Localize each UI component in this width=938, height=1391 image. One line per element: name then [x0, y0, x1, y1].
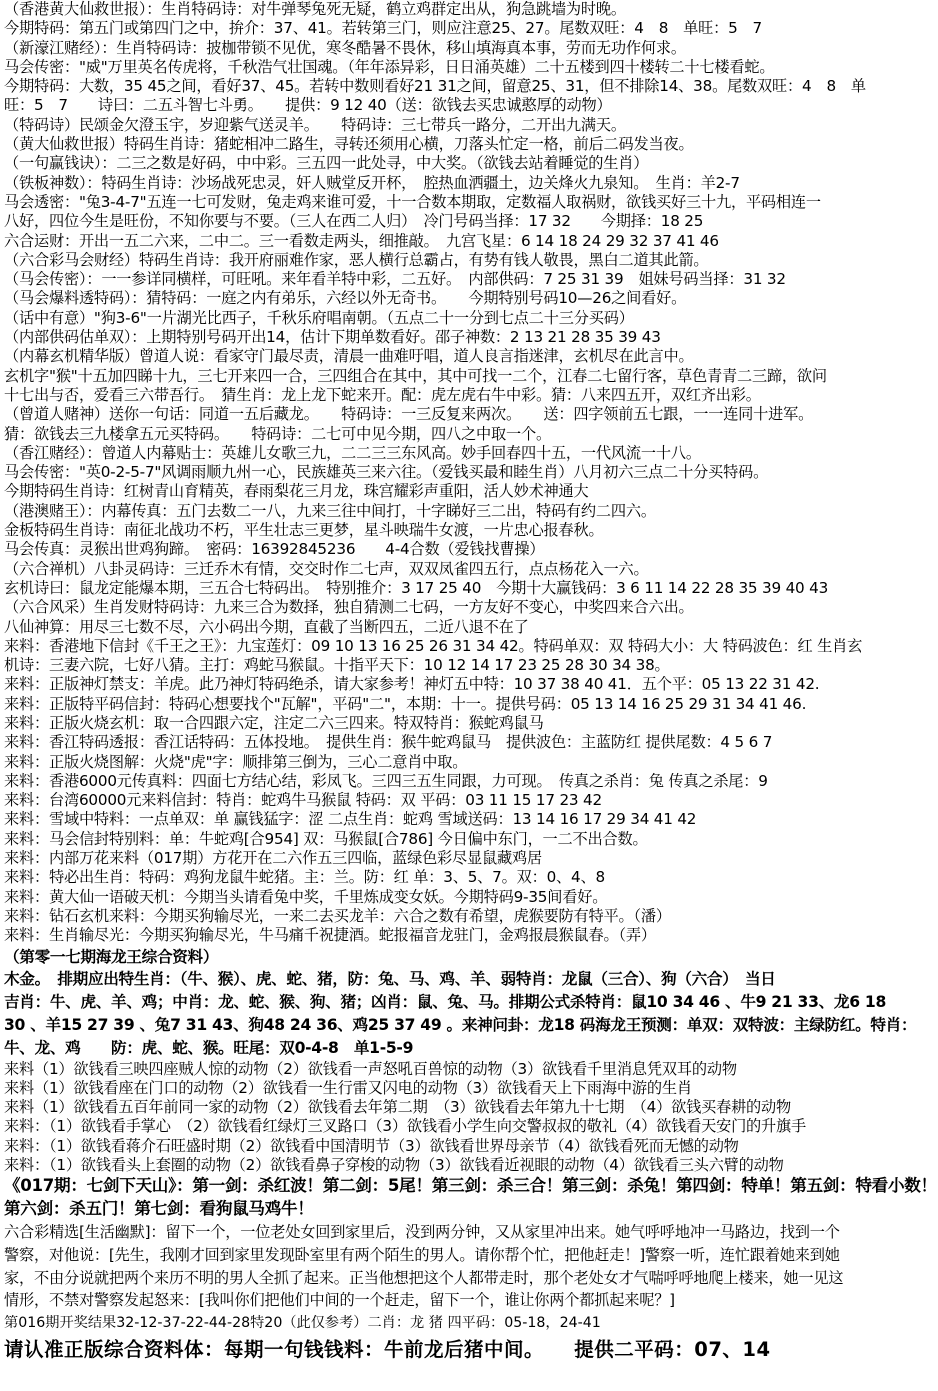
text-line: 旺：5 7 诗曰：二五斗智七斗勇。 提供：9 12 40（送：欲钱去买忠诚憨厚的动物） [4, 96, 612, 115]
text-line: 马会传真：灵猴出世鸡狗蹄。 密码：16392845236 4-4合数（爱钱找曹操） [4, 540, 545, 559]
text-line: 来料：香港地下信封《千王之王》：九宝莲灯：09 10 13 16 25 26 31 34 42。特码单双：双 特码大小：大 特码波色：红 生肖玄 [4, 636, 863, 655]
text-line: 来料：特必出生肖：特码：鸡狗龙鼠牛蛇猪。主：兰。防：红 单：3、5、7。双：0、4、8 [4, 868, 605, 887]
story-line: 家，不由分说就把两个来历不明的男人全抓了起来。正当他想把这个人都带走时，那个老处女才气喘呼呼地爬上楼来，她一见这 [4, 1268, 844, 1287]
text-line: （一句赢钱诀）：二三之数是好码，中中彩。三五四一此处寻，中大奖。（欲钱去站着睡觉的生肖） [4, 154, 649, 173]
text-line: （话中有意）"狗3-6"一片湖光比西子，千秋乐府唱南朝。（五点二十一分到七点二十三分买码） [4, 308, 634, 327]
text-line: 来料：正版神灯禁支：羊虎。此乃神灯特码绝杀，请大家参考！神灯五中特：10 37 38 40 41．五个平：05 13 22 31 42. [4, 675, 820, 694]
section-heading: （第零一七期海龙王综合资料） [4, 947, 219, 966]
text-line: 来料：钻石玄机来料：今期买狗输尽光，一来二去买龙羊：六合之数有希望，虎猴要防有特平。（潘） [4, 906, 671, 925]
text-line: 金板特码生肖诗：南征北战功不朽，平生壮志三更梦，星斗映瑞牛女渡，一片忠心报春秋。 [4, 521, 604, 540]
riddle-line: 来料（1）欲钱看五百年前同一家的动物（2）欲钱看去年第二期 （3）欲钱看去年第九十七期 （4）欲钱买春耕的动物 [4, 1098, 792, 1117]
text-line: 马会传密："英0-2-5-7"风调雨顺九州一心，民族雄英三来六往。（爱钱买最和睦生肖）八月初六三点二十分买特码。 [4, 463, 769, 482]
text-line: 十七出与否，爱看三六带吾行。 猜生肖：龙上龙下蛇来开。配：虎左虎右牛中彩。猜：八来四五开，双红齐出彩。 [4, 385, 761, 404]
bold-line: 木金。 排期应出特生肖：（牛、猴）、虎、蛇、猪，防：兔、马、鸡、羊、弱特肖：龙鼠（三合）、狗（六合） 当日 [4, 970, 776, 989]
text-line: （六合风采）生肖发财特码诗：九来三合为数择，独自猜测二七码，一方友好不变心，中奖四来合六出。 [4, 598, 694, 617]
text-line: （港澳赌王）：内幕传真：五门去数二一八，九来三往中间打，十字睇好三二出，特码有约二四六。 [4, 501, 656, 520]
text-line: 来料：香港6000元传真料：四面七方结心结，彩凤飞。三四三五生同跟，力可现。 传真之杀肖：兔 传真之杀尾：9 [4, 771, 768, 790]
bold-line: 吉肖：牛、虎、羊、鸡；中肖：龙、蛇、猴、狗、猪；凶肖：鼠、兔、马。排期公式杀特肖：鼠10 34 46 、牛9 21 33、龙6 18 [4, 993, 886, 1012]
text-line: 来料：马会信封特别料：单：牛蛇鸡[合954] 双：马猴鼠[合786] 今日偏中东门，一二不出合数。 [4, 829, 648, 848]
text-line: （铁板神数）：特码生肖诗：沙场战死忠灵，奸人贼堂反开杯， 腔热血洒疆土，边关烽火九泉知。 生肖：羊2-7 [4, 173, 740, 192]
text-line: 玄机字"猴"十五加四睇十九，三七开来四一合，三四组合在其中，其中可找一二个，江春二七留行客，草色青青二三蹄，欲问 [4, 366, 827, 385]
text-line: （六合禅机）八卦灵码诗：三迁乔木有情，交交时作二七声，双双凤雀四五行，点点杨花入一六。 [4, 559, 649, 578]
text-line: 机诗：三妻六院，七好八猜。主打：鸡蛇马猴鼠。十指平天下：10 12 14 17 23 25 28 30 34 38。 [4, 656, 670, 675]
text-line: （新濠江赌经）：生肖特码诗：披枷带锁不见优，寒冬酷暑不畏休，移山填海真本事，劳而无功作何求。 [4, 38, 686, 57]
text-line: 来料：香江特码透报：香江话特码：五体投地。 提供生肖：猴牛蛇鸡鼠马 提供波色：主蓝防红 提供尾数：4 5 6 7 [4, 733, 773, 752]
text-line: （六合彩马会财经）特码生肖诗：我开府丽难作家，恶人横行总霸占，有势有钱人敬畏，黑白二道其此箭。 [4, 250, 709, 269]
text-line: 今期特码生肖诗：红树青山育精英，春雨梨花三月龙，珠宫耀彩声重阳，活人妙术神通大 [4, 482, 589, 501]
text-line: 来料：正版火烧图解：火烧"虎"字：顺排第三倒为，三心二意肖中取。 [4, 752, 468, 771]
riddle-block [0, 1060, 938, 1176]
text-line: 马会透密："兔3-4-7"五连一七可发财，兔走鸡来谁可爱，十一合数本期取，定数福人取祸财，欲钱买好三十九，平码相连一 [4, 192, 821, 211]
text-line: （马会传密）：一一参详同横样，可旺吼。来年看羊特中彩，二五好。 内部供码：7 25 31 39 姐妹号码当择：31 32 [4, 270, 786, 289]
text-line: 六合运财：开出一五二六来，二中二。三一看数走两头，细推敲。 九宫飞星：6 14 18 24 29 32 37 41 46 [4, 231, 719, 250]
text-line: 今期特码：第五门或第四门之中，拚介：37、41。若转第三门，则应注意25、27。尾数双旺：4 8 单旺：5 7 [4, 19, 763, 38]
text-line: 来料：正版火烧玄机：取一合四跟六定，注定二六三四来。特双特肖：猴蛇鸡鼠马 [4, 713, 544, 732]
bold-line: 30 、羊15 27 39 、兔7 31 43、狗48 24 36、鸡25 37 49 。来神问卦：龙18 码海龙王预测：单双：双特波：主绿防红。特肖： [4, 1015, 917, 1034]
text-line: 来料：生肖输尽光：今期买狗输尽光，牛马痛千祝捷酒。蛇报福音龙驻门，金鸡报晨猴鼠春。（弄） [4, 926, 656, 945]
story-line: 警察，对他说：[先生，我刚才回到家里发现卧室里有两个陌生的男人。请你帮个忙，把他赶走！]警察一听，连忙跟着她来到她 [4, 1245, 840, 1264]
riddle-line: 来料：（1）欲钱看手掌心 （2）欲钱看红绿灯三叉路口（3）欲钱看小学生向交警叔叔的敬礼（4）欲钱看天安门的升旗手 [4, 1117, 807, 1136]
story-line: 情形，不禁对警察发起怒来：[我叫你们把他们中间的一个赶走，留下一个，谁让你两个都抓起来呢？] [4, 1291, 675, 1310]
text-line: 玄机诗曰：鼠龙定能爆本期，三五合七特码出。 特别推介：3 17 25 40 今期十大赢钱码：3 6 11 14 22 28 35 39 40 43 [4, 578, 829, 597]
text-line: 八好，四位今生是旺份，不知你要与不要。（三人在西二人归） 冷门号码当择：17 32 今期择：18 25 [4, 212, 704, 231]
bottom-banner: 请认准正版综合资料体：每期一句钱钱料：牛前龙后猪中间。 提供二平码：07、14 [4, 1338, 771, 1362]
text-line: （马会爆料透特码）：猜特码：一庭之内有弟乐，六经以外无奇书。 今期特别号码10—26之间看好。 [4, 289, 687, 308]
text-line: （香江赌经）：曾道人内幕贴士：英雄儿女歌三九，二二三三东风高。妙手回春四十五，一代风流一十八。 [4, 443, 701, 462]
story-line: 六合彩精选[生活幽默]：留下一个，一位老处女回到家里后，没到两分钟，又从家里冲出来。她气呼呼地冲一马路边，找到一个 [4, 1222, 840, 1241]
text-line: （特码诗）民颂金欠澄玉宇，岁迎紫气送灵羊。 特码诗：三七带兵一路分，二开出九满天。 [4, 115, 626, 134]
text-line: （香港黄大仙救世报）：生肖特码诗：对牛弹琴兔死无疑，鹤立鸡群定出从，狗急跳墙为时晚。 [4, 0, 626, 18]
text-line: 来料：台湾60000元来料信封：特肖：蛇鸡牛马猴鼠 特码：双 平码：03 11 15 17 23 42 [4, 791, 602, 810]
text-line: 来料：内部万花来料（017期）方花开在二六作五三四临，蓝绿色彩尽显鼠藏鸡居 [4, 849, 542, 868]
previous-result-line: 第016期开奖结果32-12-37-22-44-28特20（此仅参考）二肖：龙 猪 四平码：05-18，24-41 [4, 1315, 601, 1332]
sword-line: 第六剑：杀五门！第七剑：看狗鼠马鸡牛！ [4, 1199, 314, 1219]
text-line: （黄大仙救世报）特码生肖诗：猪蛇相冲二路生，寻转还须用心横，刀落头忙定一格，前后二码发当夜。 [4, 135, 694, 154]
text-line: 马会传密："威"万里英名传虎将，千秋浩气壮国魂。（年年添异彩，日日涌英雄）二十五楼到四十楼转二十七楼看蛇。 [4, 57, 775, 76]
text-line: （内幕玄机精华版）曾道人说：看家守门最尽责，清晨一曲难吁唱，道人良言指迷津，玄机尽在此言中。 [4, 347, 694, 366]
riddle-line: 来料（1）欲钱看座在门口的动物（2）欲钱看一生行雷又闪电的动物（3）欲钱看天上下雨海中游的生肖 [4, 1078, 692, 1097]
text-line: 今期特码：大数，35 45之间，看好37、45。若转中数则看好21 31之间，留意25、31，但不排除14、38。尾数双旺：4 8 单 [4, 77, 866, 96]
riddle-line: 来料（1）欲钱看三映四座贼人惊的动物（2）欲钱看一声怒吼百兽惊的动物（3）欲钱看千里消息凭双耳的动物 [4, 1059, 737, 1078]
riddle-line: 来料：（1）欲钱看蒋介石旺盛时期（2）欲钱看中国清明节（3）欲钱看世界母亲节（4）欲钱看死而无憾的动物 [4, 1136, 739, 1155]
seven-swords-block [0, 1175, 938, 1221]
bold-line: 牛、龙、鸡 防：虎、蛇、猴。旺尾：双0-4-8 单1-5-9 [4, 1038, 414, 1057]
text-line: 来料：正版特平码信封：特码心想要找个"瓦解"，平码"二"，本期：十一。提供号码：05 13 14 16 25 29 31 34 41 46. [4, 694, 807, 713]
text-line: 来料：雪域中特料：一点单双：单 赢钱猛字：涩 二点生肖：蛇鸡 雪域送码：13 14 16 17 29 34 41 42 [4, 810, 697, 829]
text-line: （内部供码估单双）：上期特别号码开出14，估计下期单数看好。邵子神数：2 13 21 28 35 39 43 [4, 328, 661, 347]
text-line: （曾道人赌神）送你一句话：同道一五后藏龙。 特码诗：一三反复来两次。 送：四字领前五七跟，一一连同十进军。 [4, 405, 814, 424]
sealord-section [0, 946, 938, 1060]
riddle-line: 来料：（1）欲钱看头上套圈的动物（2）欲钱看鼻子穿梭的动物（3）欲钱看近视眼的动物（4）欲钱看三头六臂的动物 [4, 1156, 784, 1175]
text-line: 来料：黄大仙一语破天机：今期当头请看兔中奖，千里炼成变女妖。今期特码9-35间看好。 [4, 887, 608, 906]
sword-line: 《017期：七剑下天山》：第一剑：杀红波！第二剑：5尾！第三剑：杀三合！第三剑：杀兔！第四剑：特单！第五剑：特看小数！ [4, 1176, 937, 1196]
text-line: 八仙神算：用尽三七数不尽，六小码出今期，直截了当断四五，二近八退不在了 [4, 617, 529, 636]
humor-story-block [0, 1221, 938, 1312]
text-line: 猜：欲钱去三九楼拿五元买特码。 特码诗：二七可中见今期，四八之中取一个。 [4, 424, 551, 443]
